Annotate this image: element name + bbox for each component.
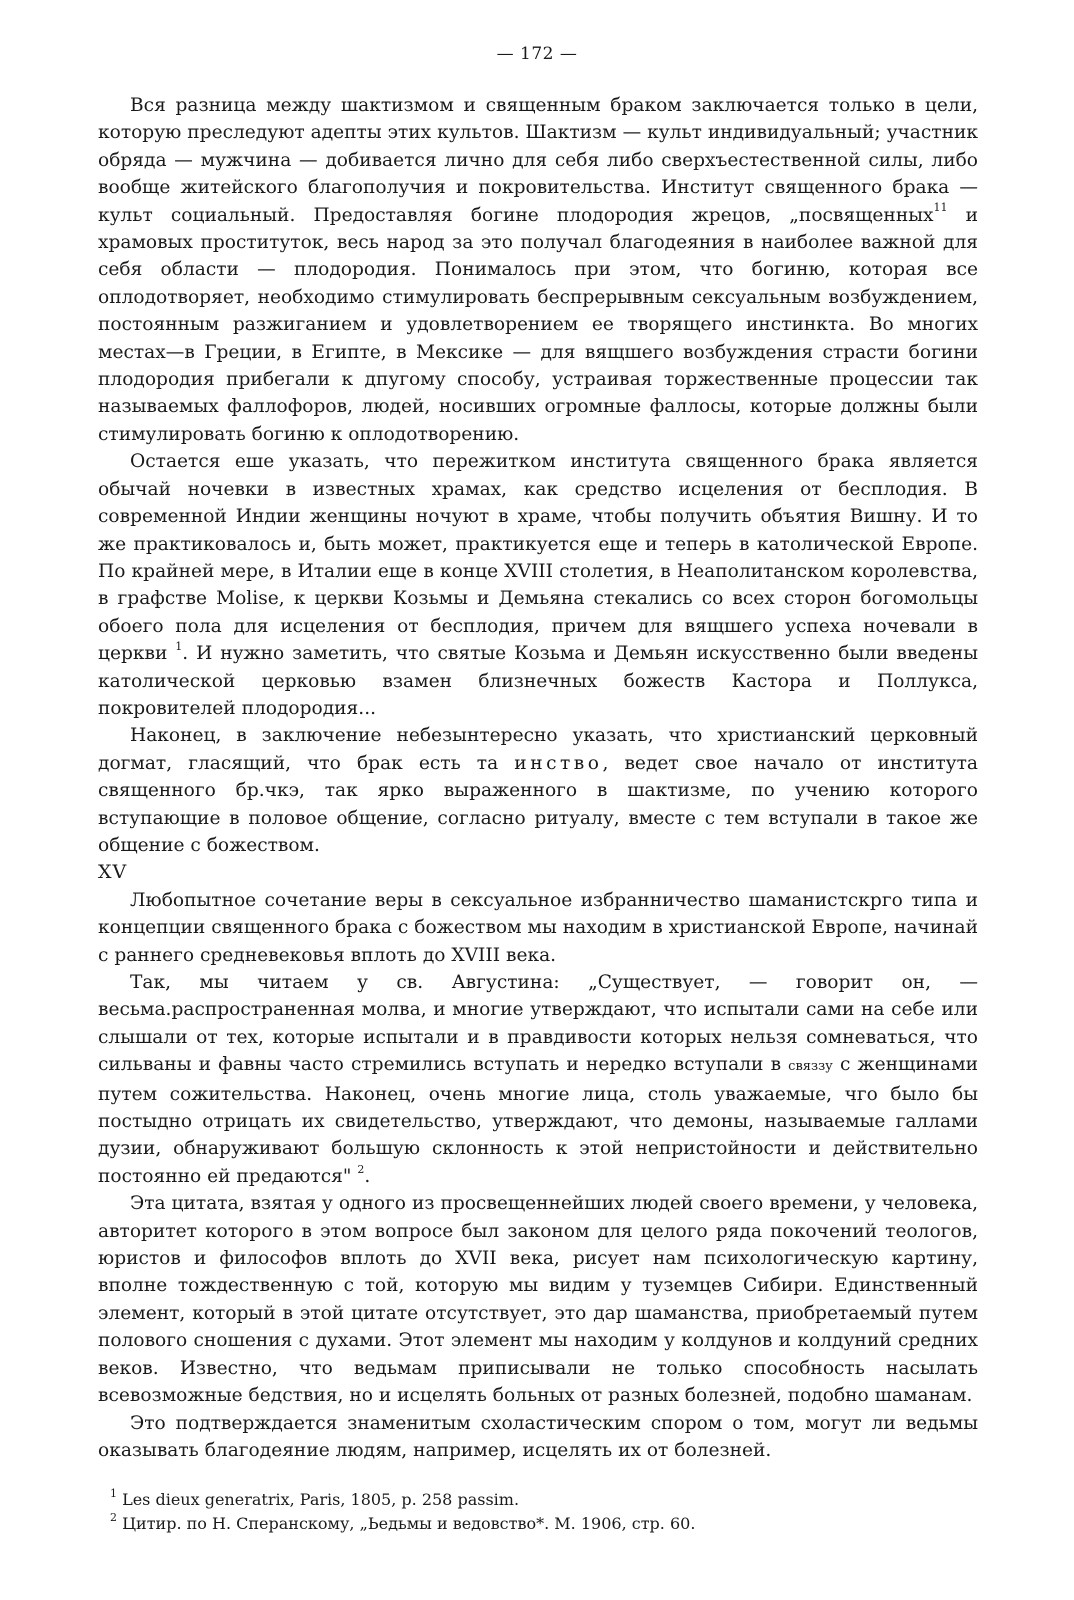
footnotes	[110, 1488, 970, 1536]
footnote-text: Цитир. по Н. Сперанскому, „Ьедьмы и ведовство*. М. 1906, стр. 60.	[117, 1514, 696, 1533]
paragraph-3	[98, 722, 978, 859]
footnote-ref-2: 2	[357, 1162, 365, 1176]
paragraph-2	[98, 448, 978, 722]
text-run: Вся разница между шактизмом и священным браком заключается только в цели, которую преследуют адепты этих культов. Шактизм — культ индивидуальный; участник обряда — мужчина — добивается лично для себя либо сверхъестественной силы, либо вообще житейского благополучия и покровительства. Институт священного брака — культ социальный. Предоставляя богине плодородия жрецов, „посвященных	[98, 95, 978, 226]
text-run: Это подтверждается знаменитым схоластическим спором о том, могут ли ведьмы оказывать благодеяние людям, например, исцелять их от болезней.	[98, 1412, 978, 1461]
text-run: и храмовых проституток, весь народ за это получал благодеяния в наиболее важной для себя области — плодородия. Понималось при этом, что богиню, которая все оплодотворяет, необходимо стимулировать беспрерывным сексуальным возбуждением, постоянным разжиганием и удовлетворением ее творящего инстинкта. Во многих местах—в Греции, в Египте, в Мексике — для вящшего возбуждения страсти богини плодородия прибегали к дпугому способу, устраивая торжественные процессии так называемых фаллофоров, людей, носивших огромные фаллосы, которые должны были стимулировать богиню к оплодотворению.	[98, 204, 978, 445]
footnote-2	[110, 1512, 970, 1536]
small-word: связзу	[788, 1059, 833, 1075]
paragraph-6	[98, 1190, 978, 1409]
text-run: . И нужно заметить, что святые Козьма и Демьян искусственно были введены католической церковью взамен близнечных божеств Кастора и Поллукса, покровителей плодородия...	[98, 643, 978, 719]
text-run: Остается еше указать, что пережитком института священного брака является обычай ночевки в известных храмах, как средство исцеления от бесплодия. В современной Индии женщины ночуют в храме, чтобы получить объятия Вишну. И то же практиковалось и, быть может, практикуется еще и теперь в католической Европе. По крайней мере, в Италии еще в конце XVIII столетия, в Неаполитанском королевства, в графстве Molise, к церкви Козьмы и Демьяна стекались со всех сторон богомольцы обоего пола для исцеления от бесплодия, причем для вящшего успеха ночевали в церкви	[98, 451, 978, 665]
text-run: с женщинами путем сожительства. Наконец, очень многие лица, столь уважаемые, чго было бы постыдно отрицать их свидетельство, утверждают, что демоны, называемые галлами дузии, обнаруживают большую склонность к этой непристойности и действительно постоянно ей предаются"	[98, 1054, 978, 1187]
footnote-ref-1: 1	[175, 639, 183, 653]
page-number: — 172 —	[496, 44, 578, 64]
footnote-1	[110, 1488, 970, 1512]
footnote-ref: 11	[933, 201, 948, 215]
text-run: Наконец, в заключение небезынтересно указать, что христианский церковный догмат, гласящий, что брак есть та	[98, 725, 978, 774]
footnote-mark: 2	[110, 1510, 117, 1524]
footnote-mark: 1	[110, 1486, 117, 1500]
paragraph-1	[98, 92, 978, 448]
footnote-text: Les dieux generatrix, Paris, 1805, p. 258 passim.	[117, 1490, 520, 1509]
paragraph-4	[98, 887, 978, 969]
body-text	[98, 92, 978, 1464]
text-run: , ведет свое начало от института священного бр.чкэ, так ярко выраженного в шактизме, по учению которого вступающие в половое общение, согласно ритуалу, вместе с тем вступали в такое же общение с божеством.	[98, 752, 978, 856]
paragraph-7	[98, 1410, 978, 1465]
section-heading: XV	[98, 861, 128, 884]
spaced-word: инство	[514, 752, 603, 774]
text-run: .	[364, 1165, 371, 1187]
paragraph-5	[98, 969, 978, 1190]
text-run: Любопытное сочетание веры в сексуальное избранничество шаманистскрго типа и концепции священного брака с божеством мы находим в христианской Европе, начинай с раннего средневековья вплоть до XVIII века.	[98, 889, 978, 966]
text-run: Эта цитата, взятая у одного из просвещеннейших людей своего времени, у человека, авторитет которого в этом вопросе был законом для целого ряда покочений теологов, юристов и философов вплоть до XVII века, рисует нам психологическую картину, вполне тождественную с той, которую мы видим у туземцев Сибири. Единственный элемент, который в этой цитате отсутствует, это дар шаманства, приобретаемый путем полового сношения с духами. Этот элемент мы находим у колдунов и колдуний средних веков. Известно, что ведьмам приписывали не только способность насылать всевозможные бедствия, но и исцелять больных от разных болезней, подобно шаманам.	[98, 1193, 978, 1407]
text-run: Так, мы читаем у св. Августина: „Существует, — говорит он, — весьма.распространенная молва, и многие утверждают, что испытали сами на себе или слышали от тех, которые испытали и в правдивости которых нельзя сомневаться, что сильваны и фавны часто стремились вступать и нередко вступали в	[98, 972, 978, 1076]
